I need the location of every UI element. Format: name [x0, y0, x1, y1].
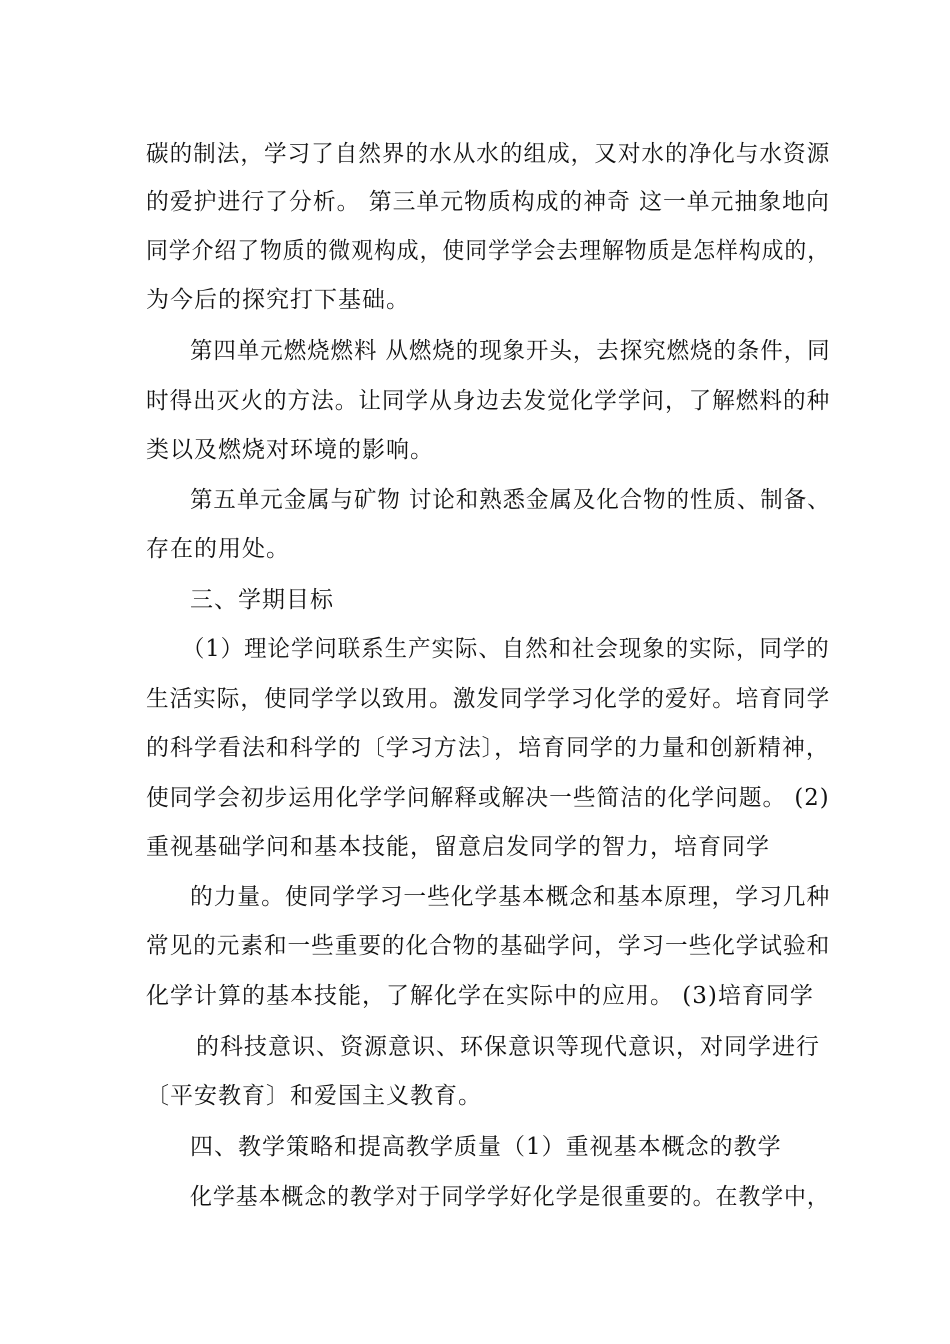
- text-line: 的科学看法和科学的〔学习方法〕，培育同学的力量和创新精神，: [146, 735, 830, 761]
- text-line: 化学基本概念的教学对于同学学好化学是很重要的。在教学中，: [190, 1184, 830, 1210]
- section-heading: 三、学期目标: [190, 587, 334, 613]
- text-line: 碳的制法，学习了自然界的水从水的组成，又对水的净化与水资源: [146, 141, 831, 167]
- text-line: 常见的元素和一些重要的化合物的基础学问，学习一些化学试验和: [146, 933, 831, 959]
- text-line: 生活实际，使同学学以致用。激发同学学习化学的爱好。培育同学: [146, 686, 831, 712]
- text-line: （1）理论学问联系生产实际、自然和社会现象的实际，同学的: [182, 636, 830, 662]
- text-line: 为今后的探究打下基础。: [146, 287, 410, 313]
- text-line: 第五单元金属与矿物 讨论和熟悉金属及化合物的性质、制备、: [190, 487, 831, 513]
- text-line: 第四单元燃烧燃料 从燃烧的现象开头，去探究燃烧的条件，同: [190, 338, 831, 364]
- text-line: 重视基础学问和基本技能，留意启发同学的智力，培育同学: [146, 834, 770, 860]
- text-line: 存在的用处。: [146, 536, 290, 562]
- text-line: 的力量。使同学学习一些化学基本概念和基本原理，学习几种: [190, 884, 831, 910]
- text-line: 类以及燃烧对环境的影响。: [146, 437, 434, 463]
- text-line: 〔平安教育〕和爱国主义教育。: [146, 1083, 482, 1109]
- section-heading: 四、教学策略和提高教学质量（1）重视基本概念的教学: [190, 1134, 782, 1160]
- text-line: 的科技意识、资源意识、环保意识等现代意识，对同学进行: [196, 1034, 820, 1060]
- text-line: 使同学会初步运用化学学问解释或解决一些简洁的化学问题。 (2): [146, 785, 830, 811]
- text-line: 时得出灭火的方法。让同学从身边去发觉化学学问，了解燃料的种: [146, 388, 831, 414]
- text-line: 同学介绍了物质的微观构成，使同学学会去理解物质是怎样构成的，: [146, 238, 830, 264]
- text-line: 的爱护进行了分析。 第三单元物质构成的神奇 这一单元抽象地向: [146, 189, 830, 215]
- text-line: 化学计算的基本技能，了解化学在实际中的应用。 (3)培育同学: [146, 983, 814, 1009]
